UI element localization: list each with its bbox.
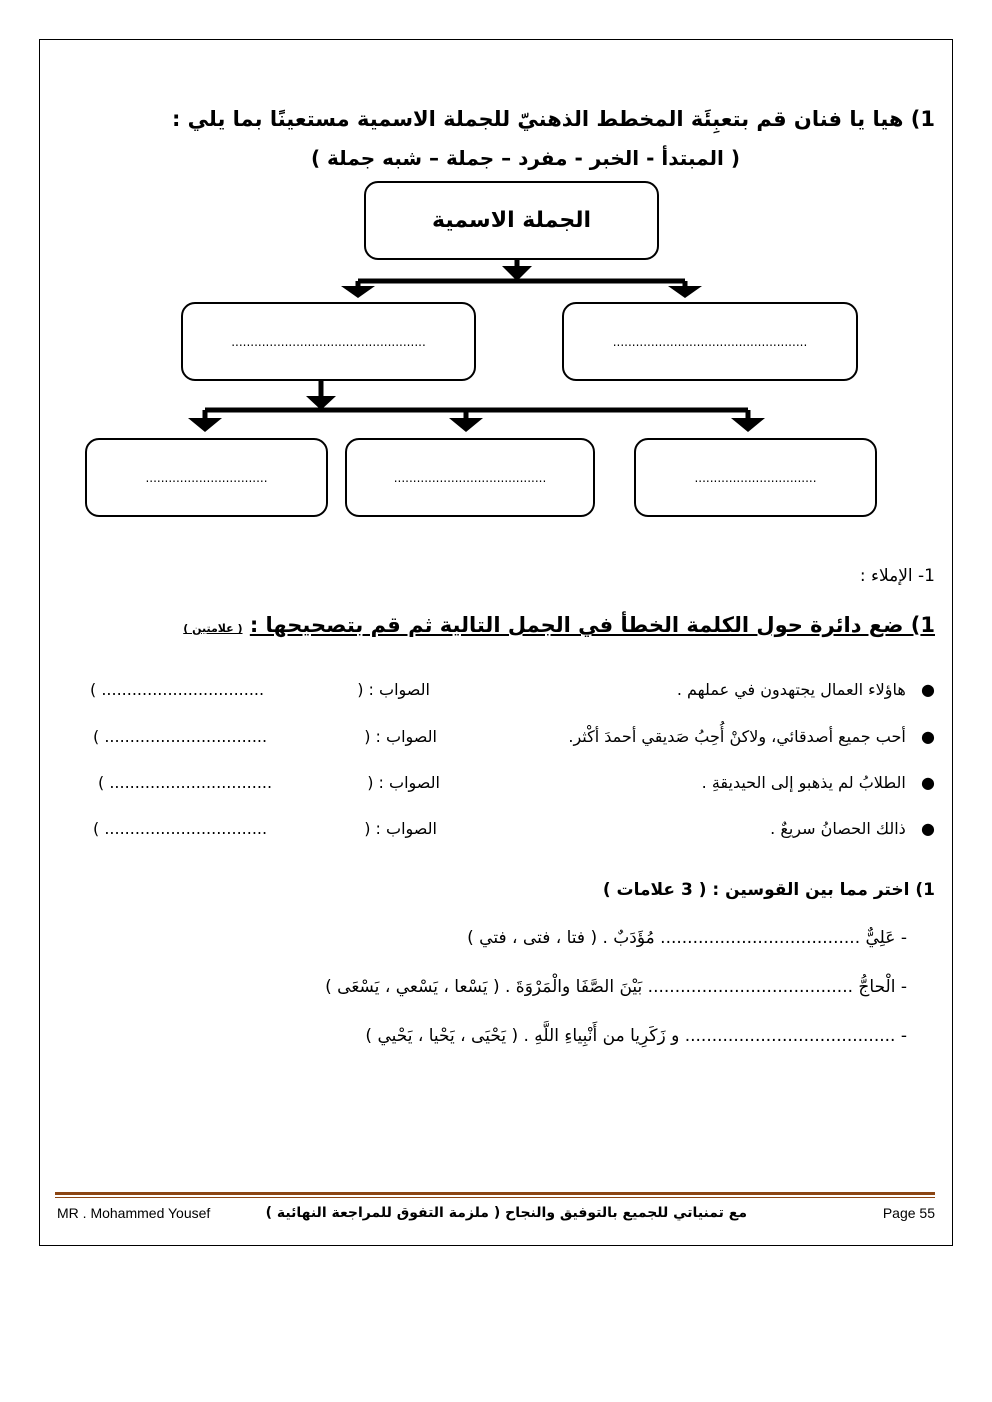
diagram-subfield-left[interactable] (85, 438, 328, 517)
diagram-subfield-middle[interactable] (345, 438, 595, 517)
footer-rule (55, 1192, 935, 1195)
answer-label: الصواب : ( (364, 727, 437, 746)
imla-heading-text: 1) ضع دائرة حول الكلمة الخطأ في الجمل التالية ثم قم بتصحيحها : (249, 613, 935, 637)
sentence: هاؤلاء العمال يجتهدون في عملهم . (676, 680, 906, 699)
choose-item: - عَلِيٌّ ..................................... مُؤَدَبٌ . ( فتا ، فتى ، فتي ) (467, 928, 907, 948)
imla-marks: ( علامتين ) (183, 622, 243, 635)
blank-dots: ................................................... (231, 334, 426, 349)
diagram-field-right[interactable] (562, 302, 858, 381)
diagram-root-label: الجملة الاسمية (431, 208, 592, 233)
q1-title: 1) هيا يا فنان قم بتعبِئَة المخطط الذهنيّ للجملة الاسمية مستعينًا بما يلي : (171, 107, 935, 131)
diagram-subfield-right[interactable] (634, 438, 877, 517)
diagram-root-box (364, 181, 659, 260)
diagram-field-left[interactable] (181, 302, 476, 381)
list-item: ● هاؤلاء العمال يجتهدون في عملهم . (676, 680, 935, 699)
blank-dots: ................................ (694, 470, 817, 485)
sentence: ذالك الحصانُ سريعٌ . (770, 819, 906, 838)
answer-blank[interactable]: ................................ ) (93, 819, 268, 838)
answer-blank[interactable]: ................................ ) (90, 680, 265, 699)
answer-label: الصواب : ( (367, 773, 440, 792)
sentence: أحب جميع أصدقائي، ولاكنْ أُحِبُ صَديقي أحمدَ أكْثر. (568, 727, 906, 746)
footer-message: مع تمنياتي للجميع بالتوفيق والنجاح ( ملزمة التفوق للمراجعة النهائية ) (265, 1205, 747, 1221)
answer-label: الصواب : ( (357, 680, 430, 699)
choose-item: - ....................................... و زَكَرِيا من أَنْبِياءِ اللَّهِ . ( يَحْيَى ، يَحْيا ، يَحْيي ) (365, 1026, 907, 1046)
list-item: ● الطلابُ لم يذهبو إلى الحيديقةِ . (701, 773, 935, 792)
imla-section-title: 1- الإملاء : (859, 566, 935, 586)
choose-item: - الْحاجُّ ...................................... بَيْنَ الصَّفَا والْمَرْوَةَ . ( يَسْعا ، يَسْعي ، يَسْعَى ) (325, 977, 907, 997)
blank-dots: ................................................... (612, 334, 808, 349)
list-item: ● ذالك الحصانُ سريعٌ . (770, 819, 935, 838)
sentence: الطلابُ لم يذهبو إلى الحيديقةِ . (701, 773, 906, 792)
q1-options: ( المبتدأ - الخبر - مفرد – جملة – شبه جملة ) (310, 146, 740, 170)
blank-dots: ........................................ (393, 470, 547, 485)
footer-rule-thin (55, 1197, 935, 1198)
answer-blank[interactable]: ................................ ) (98, 773, 273, 792)
imla-heading (183, 613, 935, 637)
footer-author: MR . Mohammed Yousef (57, 1205, 211, 1221)
blank-dots: ................................ (145, 470, 268, 485)
list-item: ● أحب جميع أصدقائي، ولاكنْ أُحِبُ صَديقي أحمدَ أكْثر. (568, 727, 935, 746)
answer-label: الصواب : ( (364, 819, 437, 838)
page-number: Page 55 (882, 1205, 935, 1221)
choose-heading: 1) اختر مما بين القوسين : ( 3 علامات ) (602, 880, 935, 900)
answer-blank[interactable]: ................................ ) (93, 727, 268, 746)
